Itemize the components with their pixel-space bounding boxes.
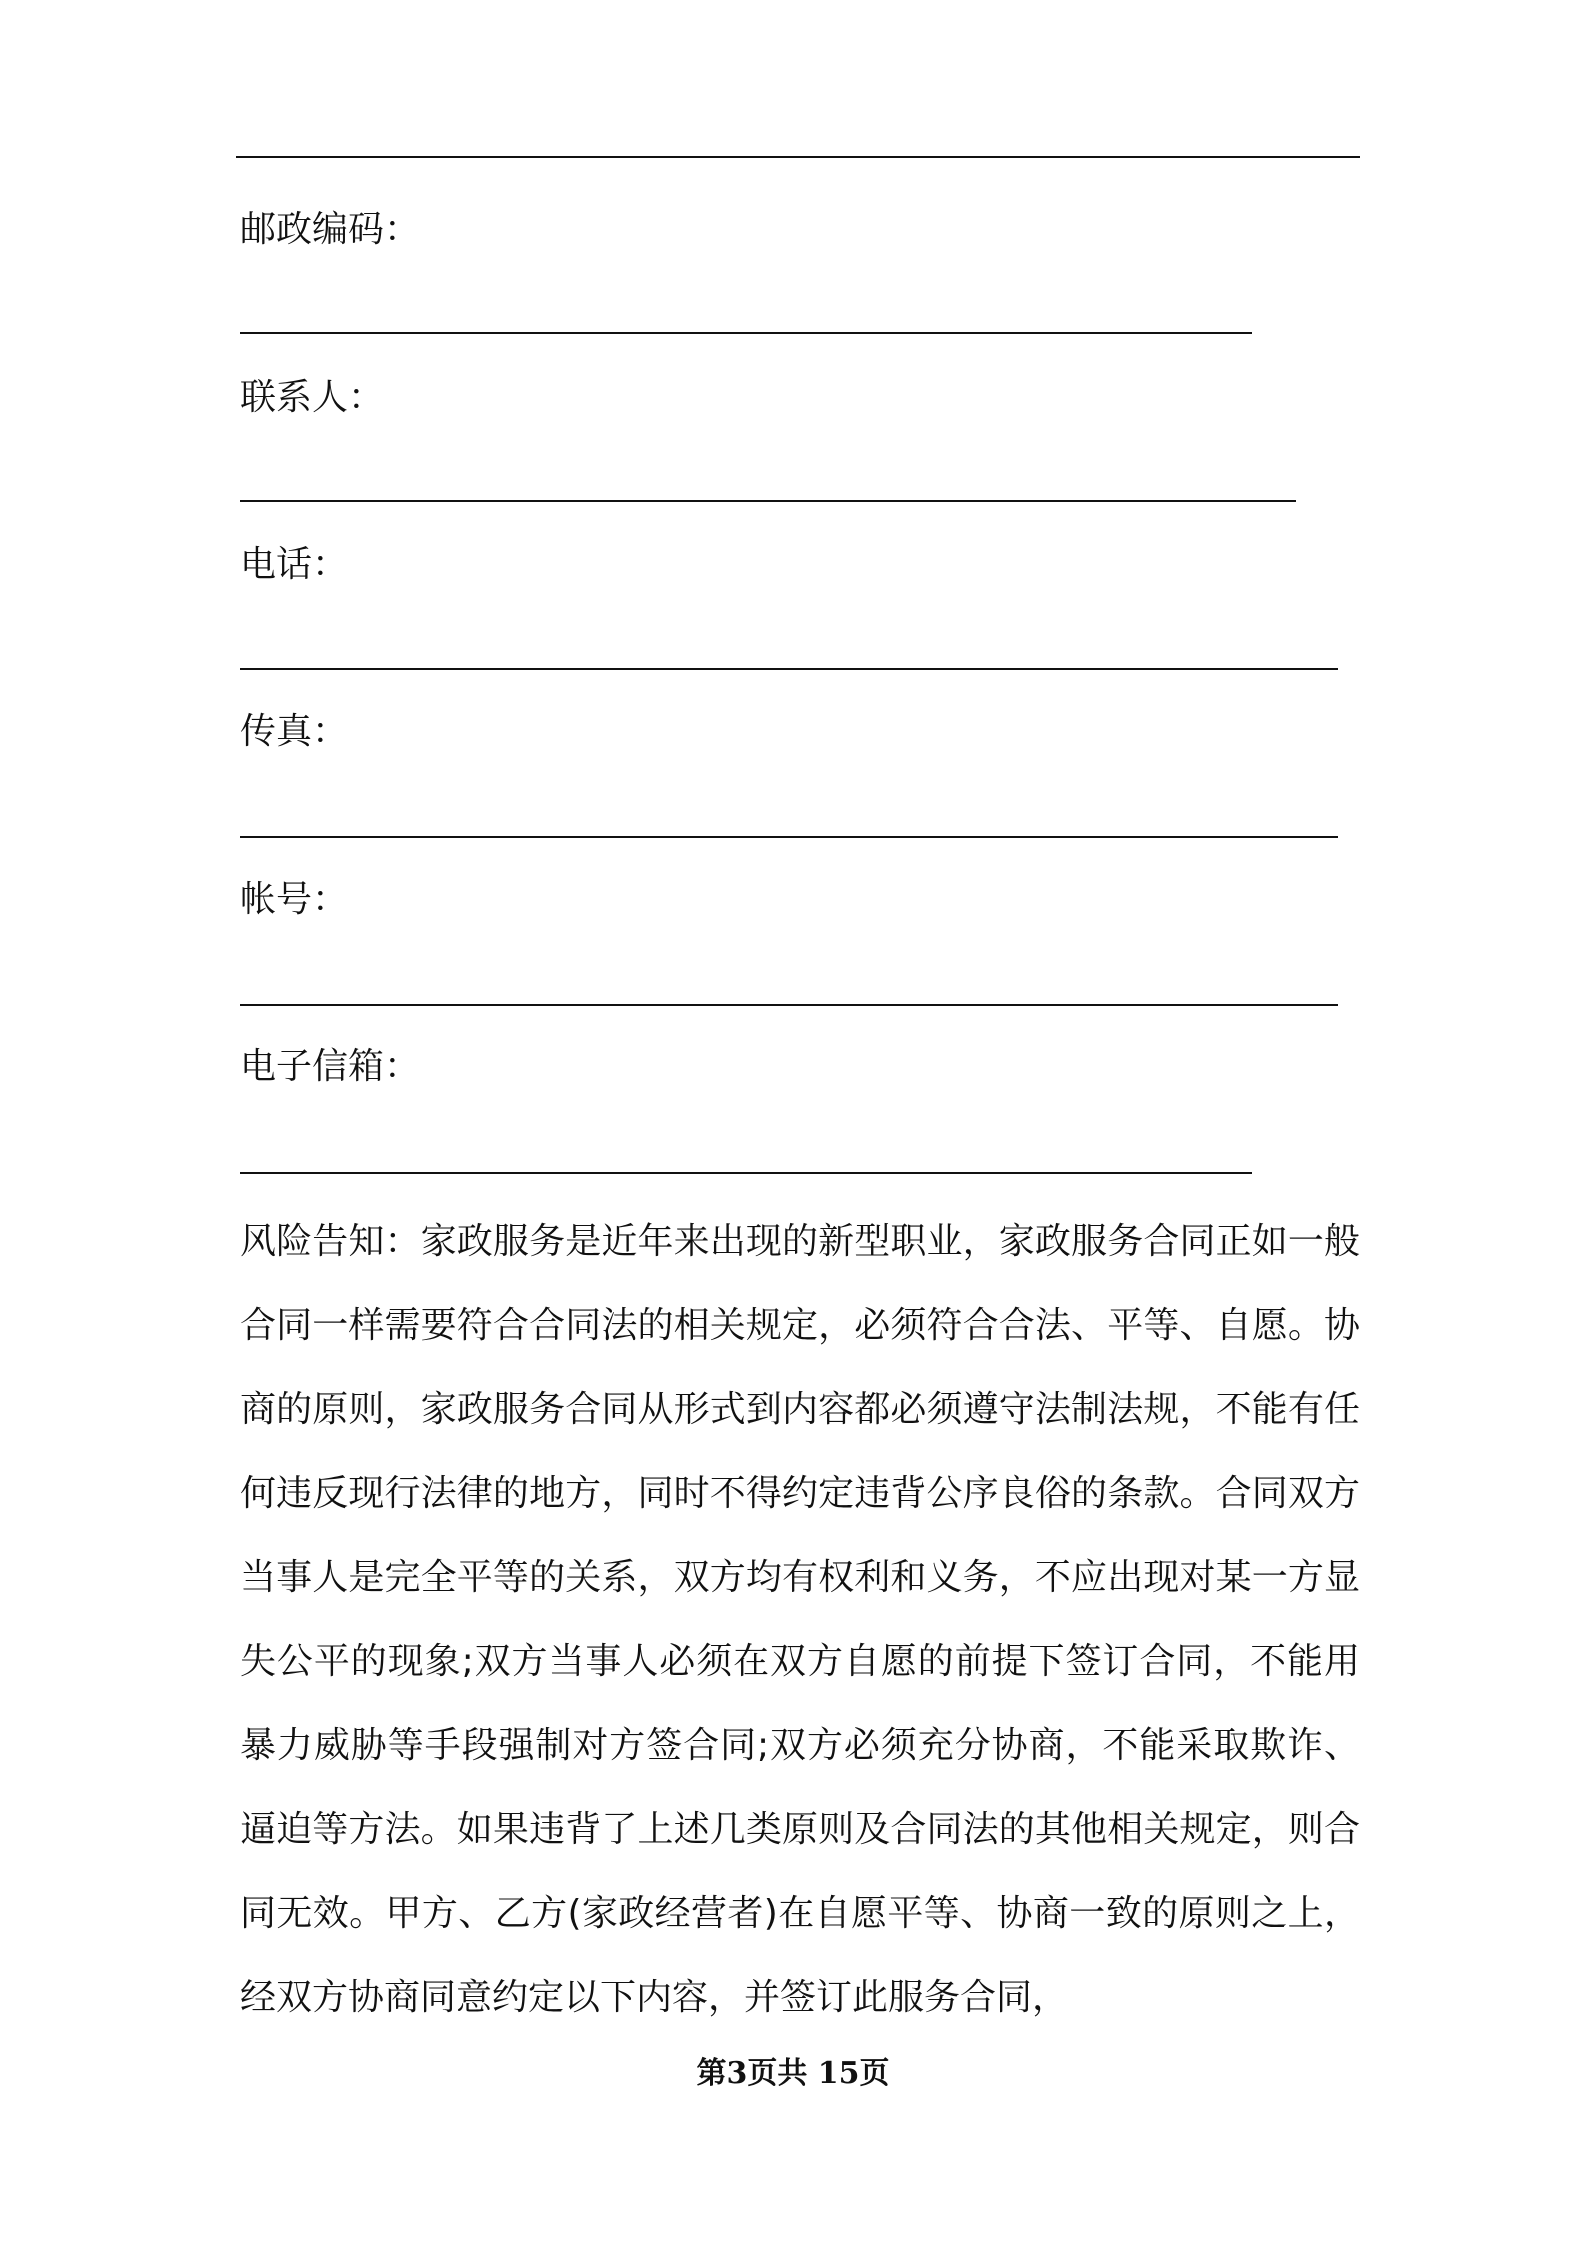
contact-person-blank <box>240 500 1296 502</box>
risk-notice-paragraph: 风险告知：家政服务是近年来出现的新型职业，家政服务合同正如一般合同一样需要符合合同法的相关规定，必须符合合法、平等、自愿。协商的原则，家政服务合同从形式到内容都必须遵守法制法规，不能有任何违反现行法律的地方，同时不得约定违背公序良俗的条款。合同双方当事人是完全平等的关系，双方均有权利和义务，不应出现对某一方显失公平的现象;双方当事人必须在双方自愿的前提下签订合同，不能用暴力威胁等手段强制对方签合同;双方必须充分协商，不能采取欺诈、逼迫等方法。如果违背了上述几类原则及合同法的其他相关规定，则合同无效。甲方、乙方(家政经营者)在自愿平等、协商一致的原则之上，经双方协商同意约定以下内容，并签订此服务合同， <box>240 1221 1360 2018</box>
fax-label: 传真： <box>240 711 349 752</box>
header-rule <box>236 156 1360 158</box>
postal-code-blank <box>240 332 1252 334</box>
phone-blank <box>240 668 1338 670</box>
email-blank <box>240 1172 1252 1174</box>
contact-person-label: 联系人： <box>240 377 385 418</box>
page-number-footer: 第3页共 15页 <box>696 2056 890 2091</box>
fax-blank <box>240 836 1338 838</box>
account-number-label: 帐号： <box>240 879 349 920</box>
phone-label: 电话： <box>240 544 349 585</box>
account-number-blank <box>240 1004 1338 1006</box>
postal-code-label: 邮政编码： <box>240 209 421 250</box>
email-label: 电子信箱： <box>240 1046 421 1087</box>
